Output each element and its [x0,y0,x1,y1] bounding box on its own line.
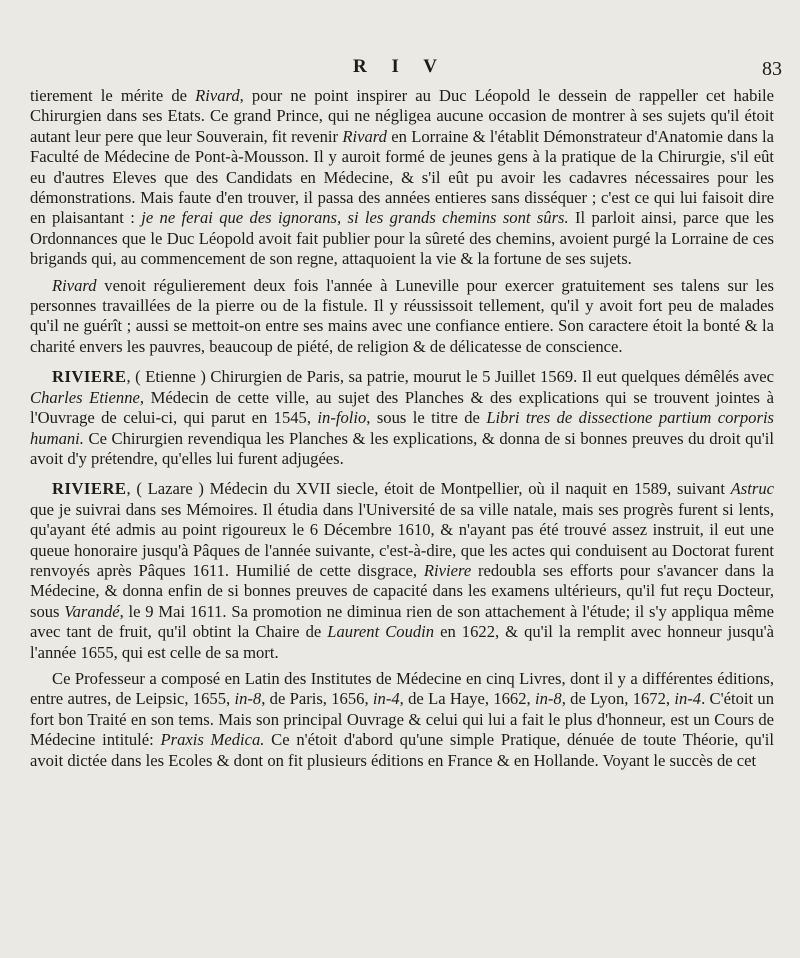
paragraph-riviere-works [30,669,774,771]
text-run: , de Lyon, 1672, [561,689,675,709]
text-run: , le 9 Mai 1611. Sa promotion ne diminua rien de son attachement à l'étude; il s'y appliqua même avec tant de fruit, qu'il obtint la Chaire de [30,601,774,642]
italic-run: Libri tres de dissectione partium corporis humani. [30,408,775,448]
text-run: que je suivrai dans ses Mémoires. Il étudia dans l'Université de sa ville natale, mais ses progrès furent si lents, qu'ayant été admis au point rigoureux le 6 Décembre 1610, & n'ayant pas été trouvé assez instruit, il eut une queue honoraire jusqu'à Pâques de l'année suivante, c'est-à-dire, que les actes qui conduisent au Doctorat furent renvoyés après Pâques 1611. Humilié de cette disgrace, [30,499,774,580]
italic-run: in-8 [534,689,562,709]
italic-run: Varandé [64,601,120,621]
paragraph-rivard-character [30,276,774,358]
entry-headword: RIVIERE [52,367,127,387]
text-run: Ce n'étoit d'abord qu'une simple Pratique, dénuée de toute Théorie, qu'il avoit dictée dans les Ecoles & dont on fit plusieurs éditions en France & en Hollande. Voyant le succès de cet [30,730,774,770]
italic-run: in-4 [674,689,702,709]
text-run: en 1622, & qu'il la remplit avec honneur jusqu'à l'année 1655, qui est celle de sa mort. [30,622,774,662]
italic-run: Astruc [730,479,774,499]
page-header [0,56,800,82]
italic-run: Rivard [195,86,240,105]
text-run: venoit régulierement deux fois l'année à Luneville pour exercer gratuitement ses talens sur les personnes travaillées de la pierre ou de la fistule. Il y réussissoit tellement, qu'il y avoit fort peu de malades qu'il ne guérît ; aussi se mettoit-on entre ses mains avec une confiance entiere. Son caractere étoit la bonté & la charité envers les pauvres, beaucoup de piété, de religion & de délicatesse de conscience. [30,275,774,356]
text-run: , de Paris, 1656, [261,689,373,709]
text-run: , ( Etienne ) Chirurgien de Paris, sa patrie, mourut le 5 Juillet 1569. Il eut quelques démêlés avec [126,367,774,387]
text-run: redoubla ses efforts pour s'avancer dans la Médecine, & donna enfin de si bonnes preuves de capacité dans les examens ultérieurs, qu'il fut reçu Docteur, sous [30,560,775,621]
running-head: R I V [353,56,447,77]
italic-run: Praxis Medica. [160,730,265,750]
text-run: Ce Professeur a composé en Latin des Institutes de Médecine en cinq Livres, dont il y a différentes éditions, entre autres, de Leipsic, 1655, [30,668,774,709]
italic-run: in-4 [372,689,400,709]
entry-riviere-etienne [30,367,774,469]
text-run: , de La Haye, 1662, [399,689,535,709]
italic-run: Charles Etienne [30,387,140,407]
body-text [30,86,774,777]
entry-riviere-lazare [30,479,774,663]
italic-run: Laurent Coudin [327,622,435,642]
page-number: 83 [762,58,782,80]
text-run: tierement le mérite de [30,86,196,105]
italic-run: in-folio [317,408,367,428]
italic-run: Riviere [423,560,472,580]
italic-run: in-8 [234,689,262,709]
paragraph-rivard-career [30,86,774,270]
text-run: Il parloit ainsi, parce que les Ordonnances que le Duc Léopold avoit fait publier pour la sûreté des chemins, avoient purgé la Lorraine de ces brigands qui, au commencement de son regne, attaquoient la vie & la fortune de ses sujets. [30,208,774,269]
italic-run: Rivard [52,275,97,295]
text-run: en Lorraine & l'établit Démonstrateur d'Anatomie dans la Faculté de Médecine de Pont-à-Mousson. Il y auroit formé de jeunes gens à la pratique de la Chirurgie, s'il eût eu d'autres Eleves que des Candidats en Médecine, & s'il eût pu avoir les cadavres nécessaires pour les démonstrations. Mais faute d'en trouver, il passa des années entieres sans disséquer ; c'est ce qui lui faisoit dire en plaisantant : [30,126,774,228]
text-run: , Médecin de cette ville, au sujet des Planches & des explications qui se trouvent jointes à l'Ouvrage de celui-ci, qui parut en 1545, [30,387,775,428]
entry-headword: RIVIERE [52,479,127,499]
text-run: . C'étoit un fort bon Traité en son tems. Mais son principal Ouvrage & celui qui lui a fait le plus d'honneur, est un Cours de Médecine intitulé: [30,689,774,750]
italic-run: je ne ferai que des ignorans, si les grands chemins sont sûrs. [141,208,569,228]
text-run: , sous le titre de [366,408,487,428]
text-run: , ( Lazare ) Médecin du XVII siecle, étoit de Montpellier, où il naquit en 1589, suivant [126,479,731,499]
text-run: Ce Chirurgien revendiqua les Planches & les explications, & donna de si bonnes preuves du droit qu'il avoit d'y prétendre, qu'elles lui furent adjugées. [30,428,774,468]
text-run: , pour ne point inspirer au Duc Léopold le dessein de rappeller cet habile Chirurgien dans ses Etats. Ce grand Prince, qui ne négligea aucune occasion de montrer à ses sujets qu'il étoit autant leur pere que leur Souverain, fit revenir [30,86,774,146]
italic-run: Rivard [342,126,387,146]
